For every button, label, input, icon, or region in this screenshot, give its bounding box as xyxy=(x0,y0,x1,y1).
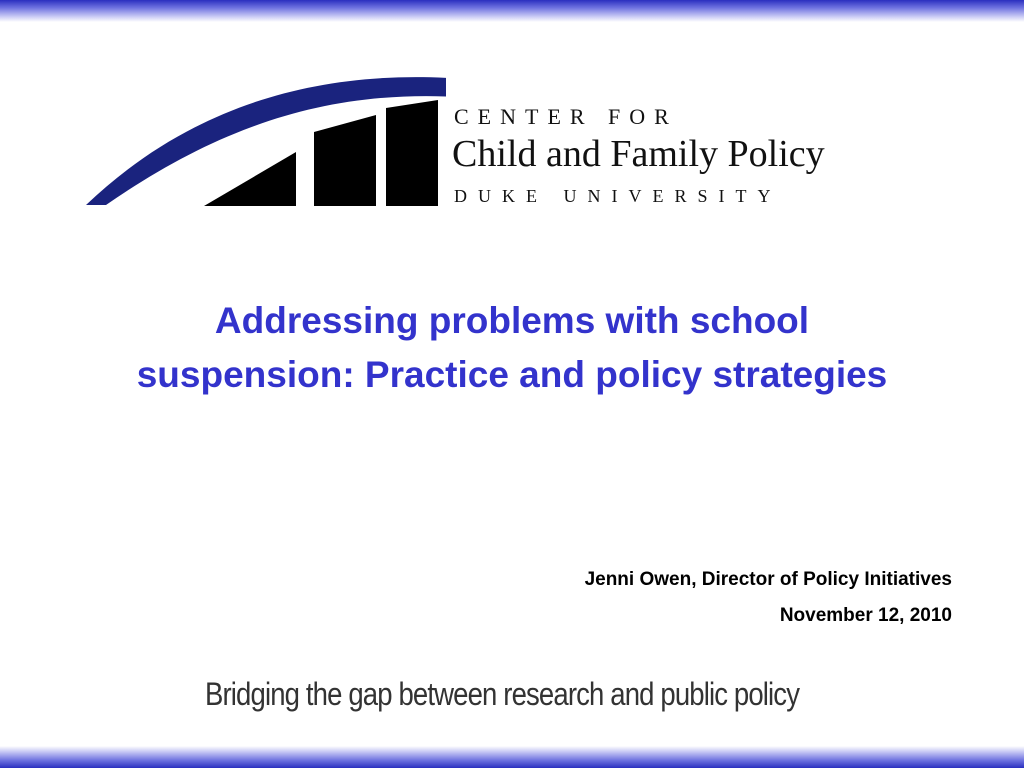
slide-title-line-2: suspension: Practice and policy strategies xyxy=(136,354,888,395)
presenter-name: Jenni Owen, Director of Policy Initiatives xyxy=(584,569,952,590)
presentation-date: November 12, 2010 xyxy=(779,605,952,626)
tagline-text: Bridging the gap between research and public policy xyxy=(205,676,800,712)
slide-title xyxy=(20,294,1004,402)
slide-title-line-1: Addressing problems with school xyxy=(214,300,810,341)
logo-child-family-policy-text: Child and Family Policy xyxy=(452,133,825,175)
bridge-logo-icon xyxy=(86,60,446,208)
top-gradient-band xyxy=(0,0,1024,22)
bottom-gradient-band xyxy=(0,746,1024,768)
logo-center-for-text: CENTER FOR xyxy=(454,104,678,129)
presenter-block xyxy=(585,562,952,634)
center-logo xyxy=(86,60,922,208)
logo-duke-university-text: DUKE UNIVERSITY xyxy=(454,186,782,206)
